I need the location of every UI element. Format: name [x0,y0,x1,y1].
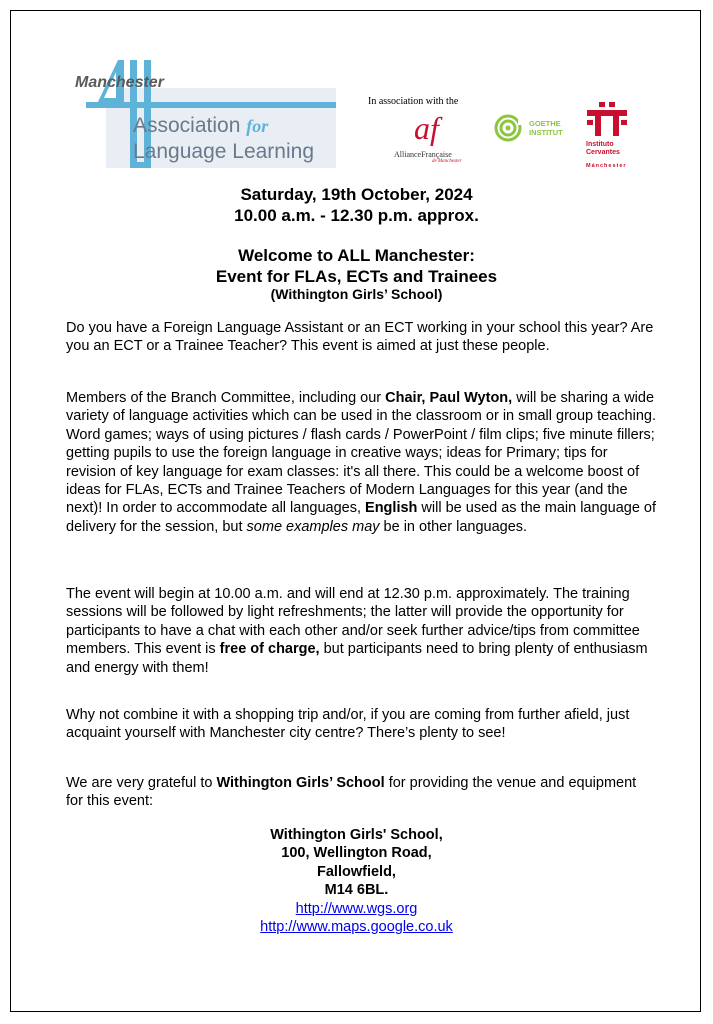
google-maps-link[interactable]: http://www.maps.google.co.uk [260,919,453,936]
p3-text-c: but participants need to bring plenty of enthusiasm and energy with them! [66,641,648,676]
event-title-line1: Welcome to ALL Manchester: [238,246,475,265]
alliance-francaise-logo [394,112,464,166]
cervantes-text [586,141,620,157]
event-title-line2: Event for FLAs, ECTs and Trainees [215,267,498,286]
af-name: AllianceFrançaise [394,150,452,159]
af-mark: af [414,110,439,146]
all-logo-association: Association [133,114,247,137]
p2-text-c: will be sharing a wide variety of language activities which can be used in the classroom or in small group teaching. Word games; ways of using pictures / flash cards / PowerPoint / film clips; five minute fillers; getting pupils to use the foreign language in creative ways; ideas for Primary; tips for revision of key language for exam classes: it's all there. This could be a welcome boost of ideas for FLAs, ECTs and Trainee Teachers of Modern Languages for this year (and the next)! In order to accommodate all languages, [66,390,656,517]
af-city: de Manchester [432,159,462,164]
p2-chair: Chair, Paul Wyton, [385,390,513,406]
address-postcode: M14 6BL. [324,882,389,899]
p5-text-a: We are very grateful to [66,775,217,791]
all-logo-for: for [246,116,269,136]
address-line3: Fallowfield, [317,863,396,880]
goethe-institut-logo [492,113,562,147]
p5-school: Withington Girls’ School [216,775,385,791]
goethe-line2: INSTITUT [529,128,563,137]
paragraph-intro: Do you have a Foreign Language Assistant or an ECT working in your school this year? Are you an ECT or a Trainee Teacher? This event is aimed at just these people. [66,320,654,355]
instituto-cervantes-logo [583,100,639,172]
cervantes-city: Mánchester [586,163,627,169]
event-date: Saturday, 19th October, 2024 [240,185,473,204]
cervantes-line1: Instituto [586,141,614,148]
event-datetime [0,184,713,226]
all-logo-name-line1 [133,114,268,138]
school-website-link[interactable]: http://www.wgs.org [295,900,418,917]
address-line1: Withington Girls' School, [270,827,443,843]
p5-text-c: for providing the venue and equipment for this event: [66,775,637,810]
event-venue-short: (Withington Girls’ School) [270,286,443,302]
p2-some-examples: some examples may [246,518,380,535]
p3-free: free of charge, [219,641,320,658]
all-logo-city: Manchester [75,74,164,91]
event-time: 10.00 a.m. - 12.30 p.m. approx. [234,206,479,225]
cervantes-mark-icon [585,100,629,138]
paragraph-shopping: Why not combine it with a shopping trip and/or, if you are coming from further afield, just acquaint yourself with Manchester city centre? There’s plenty to see! [66,707,630,742]
event-title [0,245,713,287]
goethe-text [529,119,563,137]
p2-text-g: be in other languages. [379,518,528,535]
paragraph-timing [66,585,656,677]
goethe-line1: GOETHE [529,119,561,128]
paragraph-thanks [66,774,656,811]
all-logo-name-line2: Language Learning [133,140,315,163]
p2-text-e: will be used as the main language of delivery for the session, but [66,500,657,535]
address-line2: 100, Wellington Road, [281,845,432,862]
association-text: In association with the [368,96,459,107]
paragraph-activities [66,389,656,536]
p2-text-a: Members of the Branch Committee, including our [66,390,386,406]
goethe-swirl-icon [492,113,528,143]
venue-address [0,826,713,936]
p3-text-a: The event will begin at 10.00 a.m. and will end at 12.30 p.m. approximately. The training sessions will be followed by light refreshments; the latter will provide the opportunity for participants to have a chat with each other and/or seek further advice/tips from committee members. This event is [66,586,640,658]
cervantes-line2: Cervantes [586,149,620,156]
p2-english: English [365,500,418,517]
